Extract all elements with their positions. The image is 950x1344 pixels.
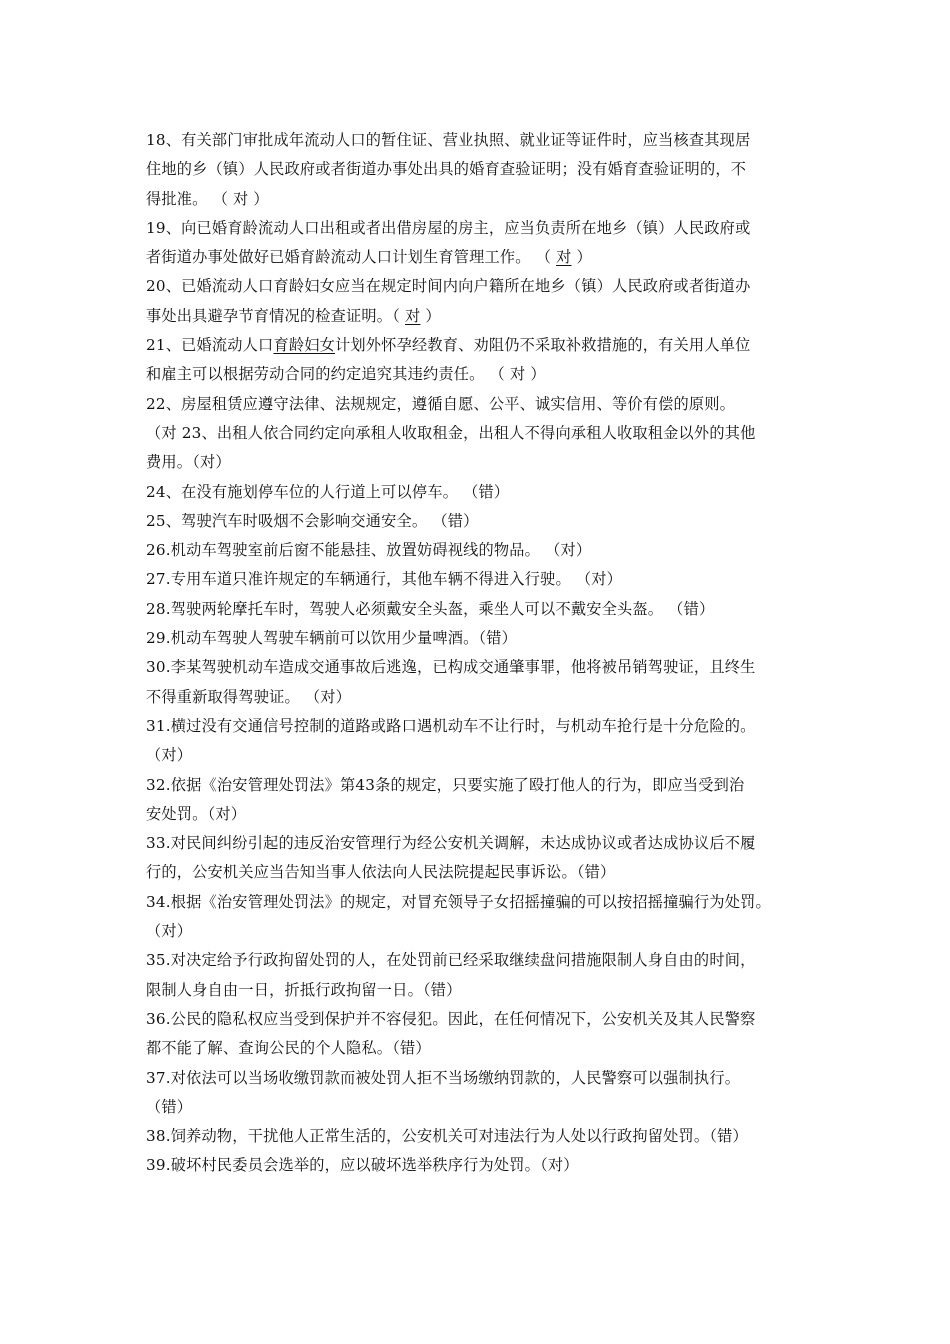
text-segment: ） (571, 248, 592, 267)
text-line: 32.依据《治安管理处罚法》第43条的规定，只要实施了殴打他人的行为，即应当受到治 (146, 775, 745, 794)
answer-underlined: 对 (556, 248, 572, 267)
text-line: 38.饲养动物，干扰他人正常生活的，公安机关可对违法行为人处以行政拘留处罚。（错） (146, 1127, 748, 1146)
question-38 (146, 1122, 826, 1151)
question-33 (146, 829, 826, 888)
text-line: 22、房屋租赁应遵守法律、法规规定，遵循自愿、公平、诚实信用、等价有偿的原则。 (146, 394, 736, 413)
text-line: 不得重新取得驾驶证。 （对） (146, 687, 352, 706)
question-26 (146, 536, 826, 565)
question-24 (146, 478, 826, 507)
text-line: 费用。（对） (146, 453, 231, 472)
question-27 (146, 565, 826, 594)
text-segment: ） (420, 306, 441, 325)
text-segment: 计划外怀孕经教育、劝阻仍不采取补救措施的，有关用人单位 (335, 336, 751, 355)
text-line (146, 302, 826, 331)
question-22-23 (146, 390, 826, 478)
question-18 (146, 126, 826, 214)
question-29 (146, 624, 826, 653)
question-25 (146, 507, 826, 536)
text-line (146, 243, 826, 272)
text-line: 行的，公安机关应当告知当事人依法向人民法院提起民事诉讼。（错） (146, 863, 616, 882)
text-line: 26.机动车驾驶室前后窗不能悬挂、放置妨碍视线的物品。 （对） (146, 541, 592, 560)
text-line: 得批准。 （ 对 ） (146, 189, 269, 208)
text-line: 31.横过没有交通信号控制的道路或路口遇机动车不让行时，与机动车抢行是十分危险的。 (146, 716, 756, 735)
question-21 (146, 331, 826, 390)
text-line: 25、驾驶汽车时吸烟不会影响交通安全。 （错） (146, 511, 479, 530)
question-36 (146, 1005, 826, 1064)
text-line (146, 331, 826, 360)
answer-underlined: 对 (405, 306, 421, 325)
text-line: 30.李某驾驶机动车造成交通事故后逃逸，已构成交通肇事罪，他将被吊销驾驶证，且终生 (146, 658, 756, 677)
text-line: 都不能了解、查询公民的个人隐私。（错） (146, 1039, 431, 1058)
text-line: 27.专用车道只准许规定的车辆通行，其他车辆不得进入行驶。 （对） (146, 570, 623, 589)
question-35 (146, 946, 826, 1005)
text-line: 和雇主可以根据劳动合同的约定追究其违约责任。 （ 对 ） (146, 365, 546, 384)
text-line: 限制人身自由一日，折抵行政拘留一日。（错） (146, 980, 462, 999)
underlined-term: 育龄妇女 (273, 336, 336, 355)
text-segment: 者街道办事处做好已婚育龄流动人口计划生育管理工作。 （ (146, 248, 557, 267)
text-line: （对） (146, 746, 193, 765)
text-line: 28.驾驶两轮摩托车时，驾驶人必须戴安全头盔，乘坐人可以不戴安全头盔。 （错） (146, 599, 715, 618)
document-page (146, 126, 826, 1181)
question-28 (146, 595, 826, 624)
text-line: （对） (146, 922, 193, 941)
text-line: 安处罚。（对） (146, 804, 247, 823)
text-line: 36.公民的隐私权应当受到保护并不容侵犯。因此，在任何情况下，公安机关及其人民警察 (146, 1009, 756, 1028)
text-line: 37.对依法可以当场收缴罚款而被处罚人拒不当场缴纳罚款的，人民警察可以强制执行。 (146, 1068, 741, 1087)
text-line: 34.根据《治安管理处罚法》的规定，对冒充领导子女招摇撞骗的可以按招摇撞骗行为处罚。 (146, 892, 771, 911)
question-31 (146, 712, 826, 771)
question-30 (146, 653, 826, 712)
question-19 (146, 214, 826, 273)
text-line: 35.对决定给予行政拘留处罚的人，在处罚前已经采取继续盘问措施限制人身自由的时间， (146, 951, 756, 970)
text-line: （错） (146, 1097, 193, 1116)
question-32 (146, 771, 826, 830)
text-line: 39.破坏村民委员会选举的，应以破坏选举秩序行为处罚。（对） (146, 1156, 579, 1175)
question-39 (146, 1151, 826, 1180)
text-line: 33.对民间纠纷引起的违反治安管理行为经公安机关调解，未达成协议或者达成协议后不履 (146, 834, 756, 853)
text-segment: 事处出具避孕节育情况的检查证明。（ (146, 306, 406, 325)
text-line: （对 23、出租人依合同约定向承租人收取租金，出租人不得向承租人收取租金以外的其他 (146, 423, 756, 442)
question-20 (146, 272, 826, 331)
text-segment: 21、已婚流动人口 (146, 336, 274, 355)
question-34 (146, 888, 826, 947)
text-line: 18、有关部门审批成年流动人口的暂住证、营业执照、就业证等证件时，应当核查其现居 (146, 131, 751, 149)
text-line: 20、已婚流动人口育龄妇女应当在规定时间内向户籍所在地乡（镇）人民政府或者街道办 (146, 277, 751, 296)
text-line: 住地的乡（镇）人民政府或者街道办事处出具的婚育查验证明；没有婚育查验证明的，不 (146, 160, 747, 179)
question-37 (146, 1064, 826, 1123)
text-line: 29.机动车驾驶人驾驶车辆前可以饮用少量啤酒。（错） (146, 629, 518, 648)
text-line: 19、向已婚育龄流动人口出租或者出借房屋的房主，应当负责所在地乡（镇）人民政府或 (146, 218, 751, 237)
text-line: 24、在没有施划停车位的人行道上可以停车。 （错） (146, 482, 510, 501)
